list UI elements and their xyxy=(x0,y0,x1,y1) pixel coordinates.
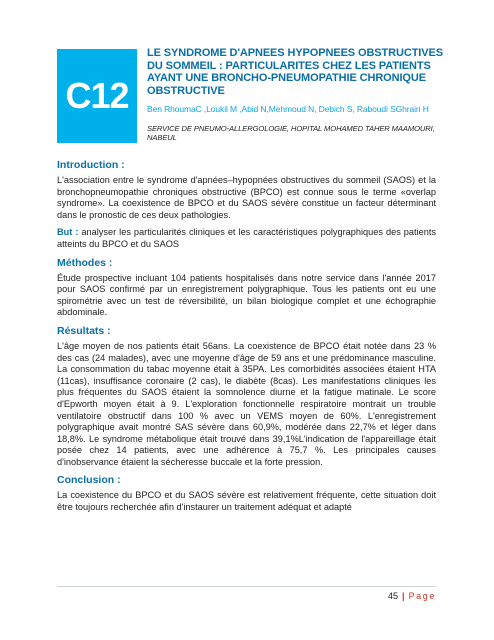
abstract-code-badge xyxy=(57,49,137,143)
methods-text: Étude prospective incluant 104 patients hospitalisés dans notre service dans l'année 2017 pour SAOS confirmé par un enregistrement polygraphique. Tous les patients ont eu une spirométrie avec un test de réversibilité, un bilan biologique complet et une échographie abdominale. xyxy=(57,272,436,318)
abstract-title: LE SYNDROME D'APNEES HYPOPNEES OBSTRUCTIVES DU SOMMEIL : PARTICULARITES CHEZ LES PATIENTS AYANT UNE BRONCHO-PNEUMOPATHIE CHRONIQUE OBSTRUCTIVE xyxy=(147,47,443,97)
objective-text: analyser les particularités cliniques et les caractéristiques polygraphiques des patients atteints du BPCO et du SAOS xyxy=(57,227,436,249)
footer-divider xyxy=(57,586,436,587)
page-footer xyxy=(388,591,436,601)
methods-heading: Méthodes : xyxy=(57,256,113,269)
conclusion-heading: Conclusion : xyxy=(57,474,121,487)
abstract-code: C12 xyxy=(65,75,129,116)
conclusion-text: La coexistence du BPCO et du SAOS sévère est relativement fréquente, cette situation doit être toujours recherchée afin d'instaurer un traitement adéquat et adapté xyxy=(57,490,436,513)
author-list: Ben RhoumaC ,Loukil M ,Abid N,Mehmoud N, Debich S, Raboudi SGhrairi H xyxy=(147,104,429,114)
abstract-body xyxy=(57,159,436,520)
introduction-text: L'association entre le syndrome d'apnées–hypopnées obstructives du sommeil (SAOS) et la bronchopneumopathie chroniques obstructive (BPCO) est connue sous le terme «overlap syndrome». La coexistence de BPCO et du SAOS sévère constitue un facteur déterminant dans le pronostic de ces deux pathologies. xyxy=(57,175,436,220)
results-heading: Résultats : xyxy=(57,324,111,337)
page-separator: | xyxy=(402,591,405,601)
page-number: 45 xyxy=(388,591,399,601)
results-text: L'âge moyen de nos patients était 56ans. La coexistence de BPCO était notée dans 23 % des cas (24 malades), avec une moyenne d'âge de 59 ans et une prédominance masculine. La consommation du tabac moyenne était à 35PA. Les comorbidités associées étaient HTA (11cas), insuffisance coronaire (2 cas), le diabète (8cas). Les manifestations cliniques les plus fréquentes du SAOS étaient la somnolence diurne et la fatigue matinale. Le score d'Epworth moyen était à 9. L'exploration fonctionnelle respiratoire montrait un trouble ventilatoire obstructif dans 100 % avec un VEMS moyen de 60%. L'enregistrement polygraphique avait montré SAS sévère dans 60,9%, modérée dans 22,7% et léger dans 18,8%. Le syndrome métabolique était trouvé dans 39,1%L'indication de l'appareillage était posée chez 14 patients, avec une adhérence à 75,7 %. Les principales causes d'inobservance étaient la sécheresse buccale et la forte pression. xyxy=(57,340,436,467)
abstract-header xyxy=(147,47,447,142)
page-label: Page xyxy=(408,591,436,601)
affiliation: SERVICE DE PNEUMO-ALLERGOLOGIE, HOPITAL MOHAMED TAHER MAAMOURI, NABEUL xyxy=(147,124,435,142)
introduction-heading: Introduction : xyxy=(57,159,125,171)
objective-label: But : xyxy=(57,227,79,238)
objective-paragraph xyxy=(57,227,436,250)
